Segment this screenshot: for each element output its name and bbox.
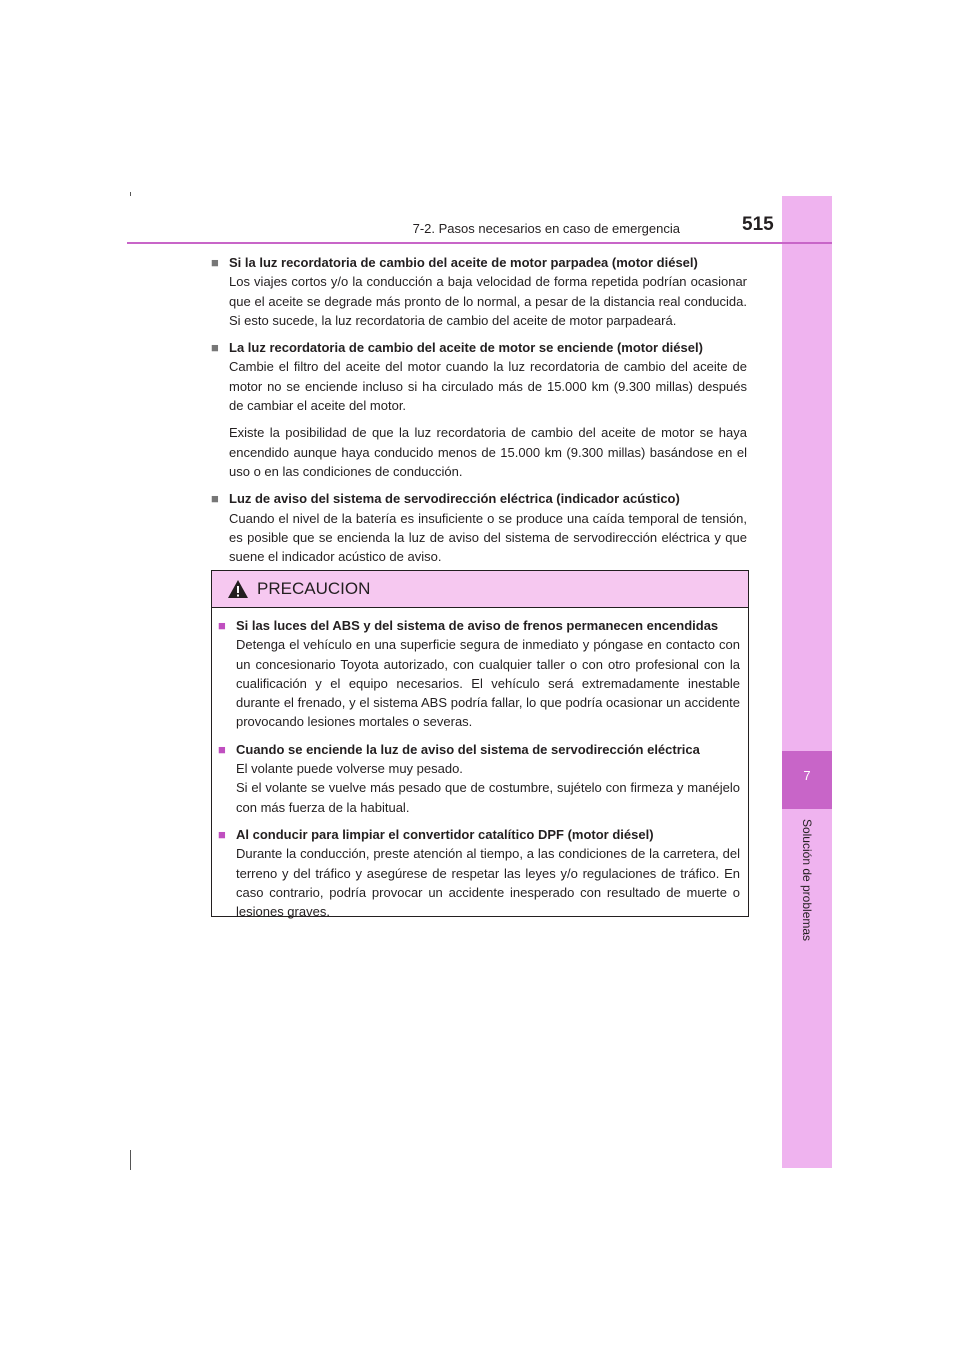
caution-item	[218, 825, 740, 921]
section-heading-text: La luz recordatoria de cambio del aceite de motor se enciende (motor diésel)	[229, 340, 703, 356]
square-bullet-icon: ■	[211, 255, 219, 270]
section-heading	[211, 338, 747, 357]
crop-mark	[130, 1150, 131, 1170]
caution-heading-text: Al conducir para limpiar el convertidor catalítico DPF (motor diésel)	[236, 826, 654, 842]
section-heading-text: Si la luz recordatoria de cambio del aceite de motor parpadea (motor diésel)	[229, 255, 698, 270]
chapter-label: Solución de problemas	[800, 818, 814, 942]
header-rule	[127, 242, 832, 244]
section-heading	[211, 489, 747, 508]
chapter-number: 7	[803, 768, 811, 783]
chapter-sidebar	[782, 196, 832, 1168]
caution-item	[218, 616, 740, 732]
section-paragraph: Cambie el filtro del aceite del motor cuando la luz recordatoria de cambio del aceite de motor no se enciende incluso si ha circulado más de 15.000 km (9.300 millas) después de cambiar el aceite del motor.	[229, 359, 747, 414]
caution-heading	[218, 740, 740, 759]
caution-heading	[218, 825, 740, 844]
section-item	[211, 253, 747, 330]
caution-heading	[218, 616, 740, 635]
warning-triangle-icon	[227, 579, 249, 599]
square-bullet-icon: ■	[218, 618, 226, 633]
caution-body	[212, 608, 748, 921]
section-item	[211, 489, 747, 566]
caution-item	[218, 740, 740, 817]
crop-mark	[130, 192, 131, 196]
caution-paragraph: Detenga el vehículo en una superficie segura de inmediato y póngase en contacto con un concesionario Toyota autorizado, con cualquier taller o con otro profesional con la cualificación y el equipo necesarios. El vehículo será extremadamente inestable durante el frenado, y el sistema ABS podría fallar, lo que podría ocasionar un accidente provocando lesiones mortales o severas.	[236, 637, 740, 730]
section-heading-text: Luz de aviso del sistema de servodirección eléctrica (indicador acústico)	[229, 491, 680, 507]
caution-paragraph: El volante puede volverse muy pesado. Si el volante se vuelve más pesado que de costumbre, sujételo con firmeza y manéjelo con más fuerza de la habitual.	[236, 761, 740, 815]
square-bullet-icon: ■	[218, 741, 226, 757]
square-bullet-icon: ■	[218, 826, 226, 842]
caution-box	[211, 570, 749, 920]
section-paragraph: Cuando el nivel de la batería es insuficiente o se produce una caída temporal de tensión, es posible que se encienda la luz de aviso del sistema de servodirección eléctrica y que suene el indicador acústico de aviso.	[229, 510, 747, 565]
caution-header	[212, 571, 748, 608]
square-bullet-icon: ■	[211, 491, 219, 507]
section-item	[211, 338, 747, 481]
section-paragraph: Existe la posibilidad de que la luz recordatoria de cambio del aceite de motor se haya encendido aunque haya conducido menos de 15.000 km (9.300 millas) basándose en el uso o en las condiciones de conducción.	[229, 425, 747, 479]
section-heading	[211, 253, 747, 272]
main-content	[211, 253, 747, 574]
section-title: 7-2. Pasos necesarios en caso de emergencia	[412, 221, 680, 236]
caution-title: PRECAUCION	[257, 579, 371, 598]
square-bullet-icon: ■	[211, 340, 219, 356]
page-number: 515	[742, 214, 774, 235]
caution-paragraph: Durante la conducción, preste atención al tiempo, a las condiciones de la carretera, del terreno y del tráfico y asegúrese de respetar las leyes y/o regulaciones de tráfico. En caso contrario, podría provocar un accidente inesperado con resultado de muerte o lesiones graves.	[236, 846, 740, 920]
section-paragraph: Los viajes cortos y/o la conducción a baja velocidad de forma repetida podrían ocasionar que el aceite se degrade más pronto de lo normal, a pesar de la distancia real conducida. Si esto sucede, la luz recordatoria de cambio del aceite de motor parpadeará.	[229, 274, 747, 328]
caution-heading-text: Si las luces del ABS y del sistema de aviso de frenos permanecen encendidas	[236, 618, 719, 633]
caution-heading-text: Cuando se enciende la luz de aviso del sistema de servodirección eléctrica	[236, 741, 700, 757]
